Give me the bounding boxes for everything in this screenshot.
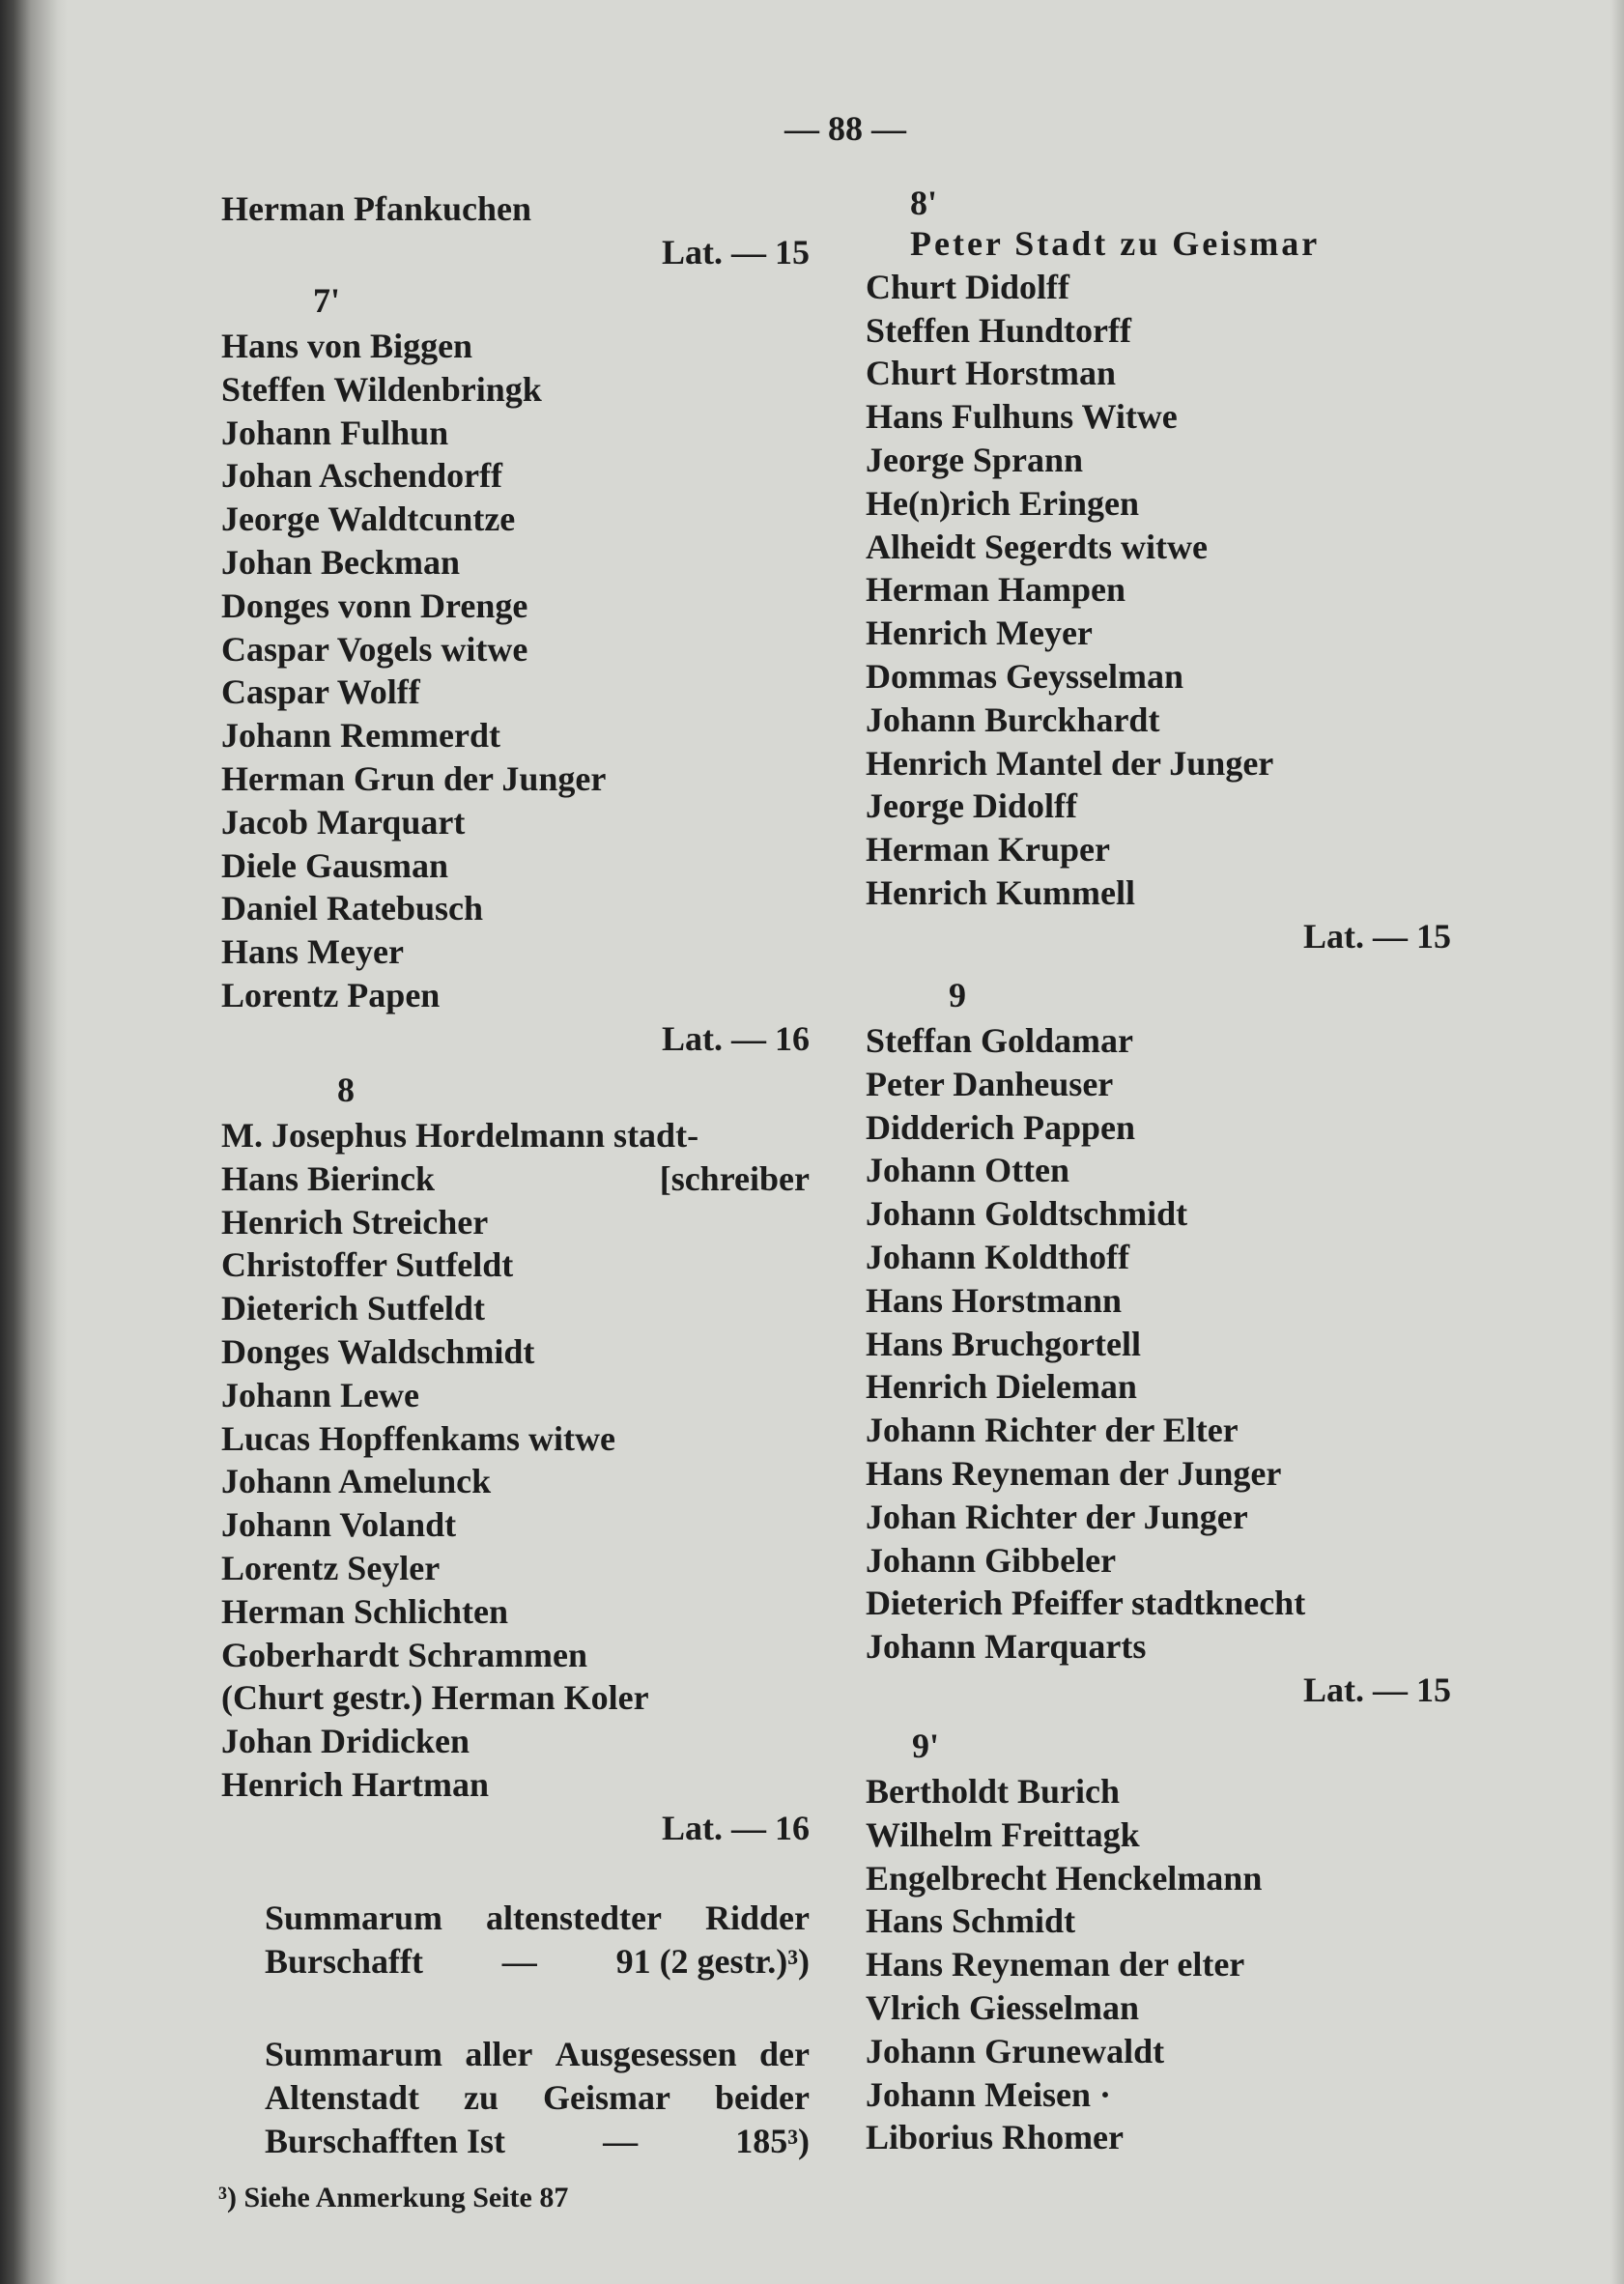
list-item: Liborius Rhomer <box>866 2118 1125 2157</box>
list-item: Hans Fulhuns Witwe <box>866 397 1178 437</box>
summary-line <box>265 2033 810 2076</box>
list-item: Johan Beckman <box>221 542 461 582</box>
list-item: Goberhardt Schrammen <box>221 1635 587 1674</box>
list-item: Henrich Kummell <box>866 872 1135 912</box>
list-item: Johann Goldtschmidt <box>866 1194 1188 1234</box>
section-total: Lat. — 16 <box>662 1018 810 1058</box>
list-item: Caspar Wolff <box>221 672 420 712</box>
book-binding-shadow <box>0 0 68 2284</box>
list-item: Peter Danheuser <box>866 1064 1114 1103</box>
list-item: Johann Amelunck <box>221 1462 492 1501</box>
list-item: Lorentz Seyler <box>221 1548 441 1587</box>
list-item: Johan Richter der Junger <box>866 1497 1248 1536</box>
list-item <box>221 1157 810 1201</box>
right-section-9prime <box>866 1722 1451 2159</box>
list-item: Jeorge Didolff <box>866 786 1077 826</box>
list-item: Wilhelm Freittagk <box>866 1814 1140 1854</box>
left-section-a <box>221 187 810 274</box>
list-item: Johann Koldthoff <box>866 1237 1130 1276</box>
list-item: Diele Gausman <box>221 845 449 885</box>
list-item: Henrich Meyer <box>866 614 1093 653</box>
section-total: Lat. — 16 <box>662 1808 810 1847</box>
word: Altenstadt <box>265 2077 419 2117</box>
list-item: Donges vonn Drenge <box>221 585 528 625</box>
footnote: ³) Siehe Anmerkung Seite 87 <box>218 2182 569 2213</box>
word: Burschafft <box>265 1941 423 1981</box>
list-item: Jeorge Waldtcuntze <box>221 500 516 539</box>
section-total: Lat. — 15 <box>662 232 810 271</box>
section-total: Lat. — 15 <box>1303 916 1451 956</box>
list-item: Herman Grun der Junger <box>221 758 607 798</box>
word: beider <box>715 2077 810 2117</box>
word: aller <box>465 2035 533 2073</box>
continuation: [schreiber <box>659 1158 810 1198</box>
list-item: Steffan Goldamar <box>866 1021 1133 1060</box>
page-edge <box>1610 0 1624 2284</box>
list-item: Herman Hampen <box>866 570 1125 610</box>
section-heading: 7' <box>313 281 341 320</box>
word: — <box>603 2121 639 2160</box>
list-item: Hans von Biggen <box>221 327 473 365</box>
word: Summarum <box>265 2035 443 2073</box>
list-item: Johann Remmerdt <box>221 716 500 756</box>
list-item: Dieterich Pfeiffer stadtknecht <box>866 1584 1306 1623</box>
word: Geismar <box>543 2077 670 2117</box>
list-item: Jeorge Sprann <box>866 440 1083 479</box>
list-item: Bertholdt Burich <box>866 1772 1121 1811</box>
list-item: He(n)rich Eringen <box>866 483 1139 523</box>
list-item: Hans Reyneman der Junger <box>866 1453 1282 1493</box>
list-item: Churt Horstman <box>866 354 1116 393</box>
section-heading: 9 <box>949 976 966 1014</box>
list-item: Hans Meyer <box>221 932 404 972</box>
section-total: Lat. — 15 <box>1303 1670 1451 1709</box>
list-item: Johan Dridicken <box>221 1722 470 1761</box>
list-item: Johan Aschendorff <box>221 456 503 496</box>
list-item: Johann Lewe <box>221 1375 420 1414</box>
list-item: Hans Reyneman der elter <box>866 1945 1245 1984</box>
list-item: Henrich Mantel der Junger <box>866 743 1274 783</box>
list-item: Jacob Marquart <box>221 802 466 842</box>
section-heading: 8 <box>337 1071 355 1109</box>
list-item: Caspar Vogels witwe <box>221 629 528 669</box>
name: Hans Bierinck <box>221 1158 436 1198</box>
list-item: Alheidt Segerdts witwe <box>866 527 1208 566</box>
list-item: Churt Didolff <box>866 267 1070 306</box>
list-item: Dieterich Sutfeldt <box>221 1289 485 1328</box>
list-item: Johann Grunewaldt <box>866 2031 1165 2070</box>
word: zu <box>464 2077 499 2117</box>
section-heading: 9' <box>912 1727 940 1765</box>
list-item: Johann Richter der Elter <box>866 1411 1239 1450</box>
word: 185³) <box>735 2121 810 2160</box>
left-section-7prime <box>221 276 810 1061</box>
list-item: Johann Fulhun <box>221 413 449 452</box>
list-item: Hans Horstmann <box>866 1280 1123 1320</box>
list-item: Donges Waldschmidt <box>221 1331 535 1371</box>
list-item: Herman Schlichten <box>221 1591 508 1631</box>
list-item: Christoffer Sutfeldt <box>221 1245 514 1285</box>
list-item: Daniel Ratebusch <box>221 889 484 928</box>
list-item: Herman Pfankuchen <box>221 189 532 228</box>
summary-altenstadt <box>221 2033 810 2162</box>
list-item: Herman Kruper <box>866 830 1110 870</box>
word: der <box>758 2035 810 2073</box>
list-item: Henrich Hartman <box>221 1764 489 1804</box>
list-item: Johann Volandt <box>221 1505 457 1545</box>
word: Ausgesessen <box>555 2035 737 2073</box>
summary-line <box>265 1897 810 1940</box>
summary-line <box>265 1940 810 1984</box>
list-item: Johann Burckhardt <box>866 699 1160 739</box>
list-item: Dommas Geysselman <box>866 656 1183 696</box>
section-subheading: Peter Stadt zu Geismar <box>910 224 1321 263</box>
section-heading: 8' <box>910 184 938 222</box>
right-section-9 <box>866 971 1451 1712</box>
summary-line <box>265 2076 810 2120</box>
summary-ridder-burschafft <box>221 1897 810 1984</box>
list-item: Engelbrecht Henckelmann <box>866 1858 1263 1898</box>
list-item: Johann Otten <box>866 1151 1070 1190</box>
list-item: M. Josephus Hordelmann stadt- <box>221 1116 699 1155</box>
page-number: — 88 — <box>784 109 906 148</box>
list-item: Henrich Streicher <box>221 1202 489 1242</box>
word: 91 (2 gestr.)³) <box>615 1941 810 1981</box>
word: — <box>501 1941 537 1981</box>
left-section-8 <box>221 1066 810 1850</box>
list-item: Lucas Hopffenkams witwe <box>221 1418 616 1458</box>
list-item: Henrich Dieleman <box>866 1367 1137 1407</box>
right-section-8prime <box>866 184 1451 958</box>
list-item: Steffen Hundtorff <box>866 310 1131 350</box>
word: Burschafften Ist <box>265 2121 505 2160</box>
list-item: Johann Marquarts <box>866 1627 1147 1667</box>
list-item: Johann Meisen · <box>866 2074 1112 2114</box>
list-item: Steffen Wildenbringk <box>221 369 542 409</box>
list-item: Hans Bruchgortell <box>866 1324 1141 1363</box>
word: altenstedter <box>486 1899 662 1937</box>
list-item: Vlrich Giesselman <box>866 1987 1139 2027</box>
list-item: Didderich Pappen <box>866 1107 1136 1147</box>
summary-line <box>265 2120 810 2163</box>
list-item: (Churt gestr.) Herman Koler <box>221 1678 649 1718</box>
list-item: Johann Gibbeler <box>866 1540 1117 1580</box>
list-item: Hans Schmidt <box>866 1901 1076 1941</box>
list-item: Lorentz Papen <box>221 975 441 1014</box>
word: Summarum <box>265 1899 443 1937</box>
word: Ridder <box>704 1899 810 1937</box>
